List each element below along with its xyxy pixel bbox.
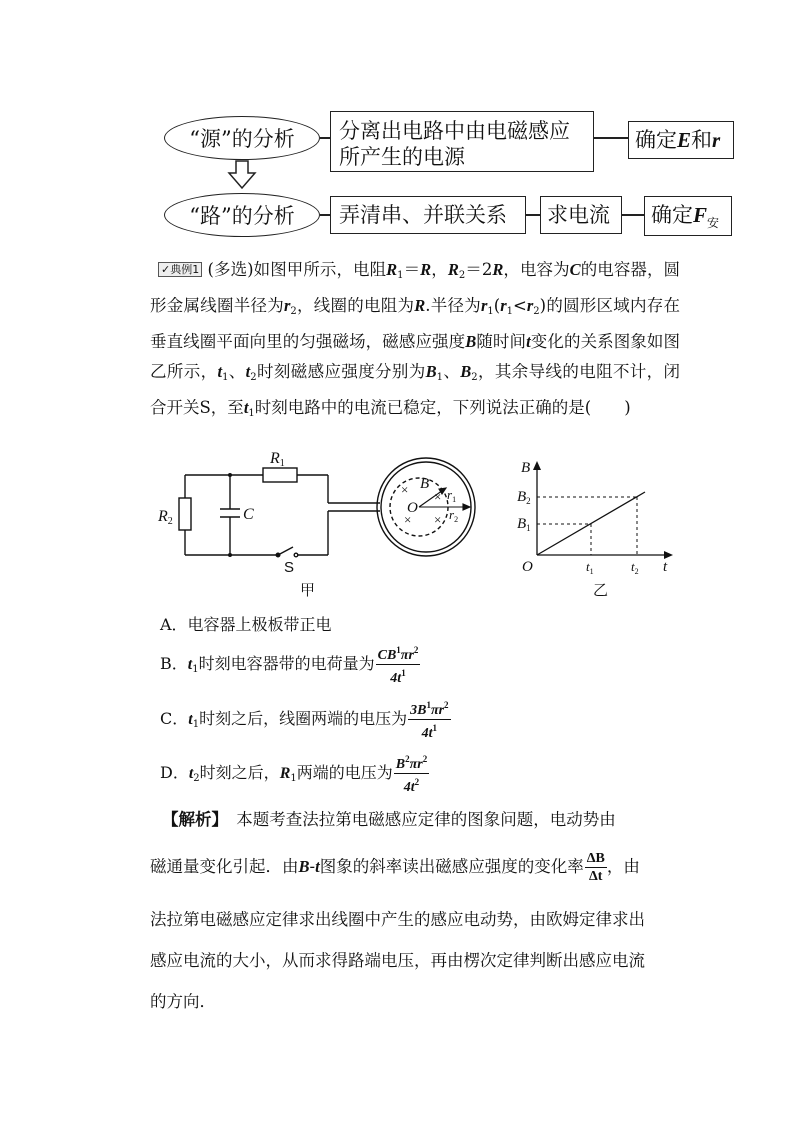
analysis-line-4: 感应电流的大小，从而求得路端电压，再由楞次定律判断出感应电流 bbox=[150, 951, 645, 970]
source-analysis-oval bbox=[164, 116, 320, 160]
C-label: C bbox=[243, 506, 254, 523]
caption-yi: 乙 bbox=[593, 581, 609, 599]
find-current-box bbox=[540, 196, 622, 234]
analysis-line-1: 【解析】 本题考查法拉第电磁感应定律的图象问题，电动势由 bbox=[162, 810, 616, 829]
axis-t-label: t bbox=[663, 559, 668, 575]
determine-label: 确定 bbox=[635, 128, 677, 152]
series-parallel-label: 弄清串、并联关系 bbox=[339, 203, 507, 227]
down-arrow-icon bbox=[227, 160, 257, 190]
option-C-fraction: $\frac{3B^1\pi r^2}{4t^1}$ bbox=[408, 697, 450, 742]
analysis-label: 【解析】 bbox=[162, 810, 220, 829]
example-badge: ✓典例1 bbox=[158, 262, 202, 277]
and-label: 和 bbox=[691, 128, 713, 152]
problem-statement: ✓典例1 (多选)如图甲所示，电阻$R_1=R$，$R_2=2R$，电容为C的电容器，圆形金属线圈半径为$r_2$，线圈的电阻为R.半径为$r_1(r_1<r_2)$的圆形区域内存在垂直线圈平面向里的匀强磁场，磁感应强度B随时间t变化的关系图象如图乙所示，$t_1$、$t_2$时刻磁感应强度分别为$B_1$、$B_2$，其余导线的电阻不计，闭合开关S，至$t_1$时刻电路中的电流已稳定，下列说法正确的是( ) bbox=[150, 260, 681, 419]
O-label: O bbox=[407, 500, 418, 516]
R2-label: R2 bbox=[158, 508, 173, 527]
cross-mark-1: × bbox=[401, 482, 409, 497]
origin-label: O bbox=[522, 559, 533, 575]
axis-B-label: B bbox=[521, 460, 531, 476]
bt-graph-figure bbox=[505, 455, 680, 600]
S-label: S bbox=[284, 559, 295, 576]
determine-force-box bbox=[644, 196, 732, 236]
circuit-figure bbox=[150, 445, 490, 605]
ampere-force-subscript: 安 bbox=[707, 216, 720, 231]
analysis-line-5: 的方向． bbox=[150, 992, 216, 1011]
t2-tick: $t_2$ bbox=[631, 559, 639, 576]
t1-tick: $t_1$ bbox=[586, 559, 594, 576]
determine-label-2: 确定 bbox=[651, 203, 693, 227]
separate-source-box bbox=[330, 111, 594, 172]
B2-tick: $B_2$ bbox=[517, 489, 531, 506]
separate-source-line1: 分离出电路中由电磁感应 bbox=[339, 119, 570, 143]
option-D-fraction: $\frac{B^2\pi r^2}{4t^2}$ bbox=[394, 751, 429, 796]
option-C: C．$t_1$时刻之后，线圈两端的电压为 $\frac{3B^1\pi r^2}{4t^1}$ bbox=[160, 697, 451, 742]
analysis-line-3: 法拉第电磁感应定律求出线圈中产生的感应电动势，由欧姆定律求出 bbox=[150, 910, 645, 929]
B1-tick: $B_1$ bbox=[517, 516, 531, 533]
r1-label: $r_1$ bbox=[447, 487, 457, 504]
B-label: B bbox=[420, 476, 430, 492]
find-current-label: 求电流 bbox=[547, 203, 610, 227]
option-A: A．电容器上极板带正电 bbox=[160, 615, 332, 634]
analysis-line-2: 磁通量变化引起．由B-t图象的斜率读出磁感应强度的变化率 $\frac{\Delta B}{\Delta t}$ ，由 bbox=[150, 851, 640, 884]
determine-E-r-box bbox=[628, 121, 734, 159]
force-symbol: F bbox=[693, 203, 708, 227]
circuit-analysis-oval bbox=[164, 193, 320, 237]
option-D: D．$t_2$时刻之后，$R_1$两端的电压为 $\frac{B^2\pi r^2}{4t^2}$ bbox=[160, 751, 429, 796]
separate-source-line2: 所产生的电源 bbox=[339, 145, 465, 169]
option-B-fraction: $\frac{CB^1\pi r^2}{4t^1}$ bbox=[376, 642, 421, 687]
option-B: B．$t_1$时刻电容器带的电荷量为 $\frac{CB^1\pi r^2}{4t^1}$ bbox=[160, 642, 420, 687]
caption-jia: 甲 bbox=[300, 581, 316, 599]
circuit-analysis-label: “路”的分析 bbox=[189, 204, 295, 228]
internal-resistance-symbol: r bbox=[712, 128, 721, 152]
rate-fraction: $\frac{\Delta B}{\Delta t}$ bbox=[586, 851, 605, 884]
cross-mark-2: × bbox=[434, 489, 442, 504]
R1-label: R1 bbox=[270, 450, 285, 469]
cross-mark-3: × bbox=[404, 512, 412, 527]
multi-choice-tag: (多选) bbox=[207, 260, 254, 279]
source-analysis-label: “源”的分析 bbox=[189, 127, 295, 151]
emf-symbol: E bbox=[677, 128, 692, 152]
cross-mark-4: × bbox=[434, 512, 442, 527]
series-parallel-box bbox=[330, 196, 526, 234]
r2-label: $r_2$ bbox=[449, 507, 459, 524]
